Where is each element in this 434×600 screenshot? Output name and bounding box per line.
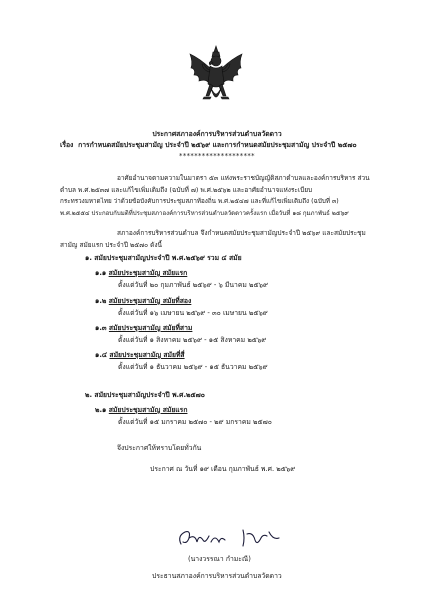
- session-dates: ตั้งแต่วันที่ ๑ สิงหาคม ๒๕๖๙ - ๑๕ สิงหาคม ๒๕๖๙: [118, 336, 267, 344]
- handwritten-signature: [175, 524, 285, 550]
- session-item-heading: [95, 297, 191, 305]
- paragraph-1-line: ตำบล พ.ศ.๒๕๓๗ และแก้ไขเพิ่มเติมถึง (ฉบับที่ ๗) พ.ศ.๒๕๖๒ และอาศัยอำนาจแห่งระเบียบ: [60, 186, 313, 194]
- session-number: ๑.๑: [95, 269, 107, 277]
- signer-position: ประธานสภาองค์การบริหารส่วนตำบลวัดดาว: [152, 572, 282, 580]
- session-number: ๑.๒: [95, 297, 107, 305]
- session-name: สมัยประชุมสามัญ สมัยที่สอง: [108, 297, 192, 305]
- announcement-title: ประกาศสภาองค์การบริหารส่วนตำบลวัดดาว: [152, 130, 282, 138]
- paragraph-1-line: กระทรวงมหาดไทย ว่าด้วยข้อบังคับการประชุมสภาท้องถิ่น พ.ศ.๒๕๔๗ และที่แก้ไขเพิ่มเติมถึง (ฉบับที่ ๓): [60, 198, 339, 205]
- session-name: สมัยประชุมสามัญ สมัยแรก: [108, 406, 188, 414]
- session-name: สมัยประชุมสามัญ สมัยแรก: [108, 269, 188, 277]
- session-number: ๑.๔: [95, 351, 108, 359]
- session-dates: ตั้งแต่วันที่ ๑๕ มกราคม ๒๕๗๐ - ๒๙ มกราคม ๒๕๗๐: [118, 418, 272, 426]
- paragraph-2-line: สภาองค์การบริหารส่วนตำบล จึงกำหนดสมัยประชุมสามัญประจำปี ๒๕๖๙ และสมัยประชุม: [117, 229, 366, 237]
- session-number: ๒.๑: [95, 406, 107, 414]
- session-item-heading: [95, 269, 187, 277]
- session-name: สมัยประชุมสามัญ สมัยที่สี่: [109, 351, 185, 359]
- star-divider: ********************: [179, 152, 255, 160]
- session-item-heading: [95, 406, 187, 414]
- signer-name: (นางวรรณา กำมะณี): [188, 555, 251, 563]
- section-1-heading: ๑. สมัยประชุมสามัญประจำปี พ.ศ.๒๕๖๙ รวม ๔ สมัย: [85, 254, 242, 262]
- paragraph-2-line: สามัญ สมัยแรก ประจำปี ๒๕๗๐ ดังนี้: [60, 241, 162, 249]
- announce-date: ประกาศ ณ วันที่ ๑๙ เดือน กุมภาพันธ์ พ.ศ. ๒๕๖๙: [150, 465, 296, 473]
- session-dates: ตั้งแต่วันที่ ๑ ธันวาคม ๒๕๖๙ - ๑๕ ธันวาคม ๒๕๖๙: [118, 363, 268, 371]
- subject-text: การกำหนดสมัยประชุมสามัญ ประจำปี ๒๕๖๙ และการกำหนดสมัยประชุมสามัญ ประจำปี ๒๕๗๐: [78, 141, 357, 149]
- session-item-heading: [95, 351, 185, 359]
- announce-line: จึงประกาศให้ทราบโดยทั่วกัน: [117, 444, 202, 452]
- section-2-heading: ๒. สมัยประชุมสามัญประจำปี พ.ศ.๒๕๗๐: [85, 391, 205, 399]
- subject-prefix: เรื่อง: [60, 141, 74, 149]
- garuda-emblem-icon: [187, 44, 245, 110]
- session-dates: ตั้งแต่วันที่ ๒๐ กุมภาพันธ์ ๒๕๖๙ - ๖ มีนาคม ๒๕๖๙: [118, 281, 268, 289]
- paragraph-1-line: พ.ศ.๒๕๕๔ ประกอบกับมติที่ประชุมสภาองค์การบริหารส่วนตำบลวัดดาวครั้งแรก เมื่อวันที่ ๑๘ กุมภาพันธ์ ๒๕๖๙: [60, 210, 349, 217]
- paragraph-1-line: อาศัยอำนาจตามความในมาตรา ๕๓ แห่งพระราชบัญญัติสภาตำบลและองค์การบริหาร ส่วน: [117, 174, 370, 182]
- session-item-heading: [95, 324, 192, 332]
- session-dates: ตั้งแต่วันที่ ๑๖ เมษายน ๒๕๖๙ - ๓๐ เมษายน ๒๕๖๙: [118, 309, 268, 317]
- subject-line: [60, 141, 357, 149]
- session-name: สมัยประชุมสามัญ สมัยที่สาม: [108, 324, 193, 332]
- session-number: ๑.๓: [95, 324, 107, 332]
